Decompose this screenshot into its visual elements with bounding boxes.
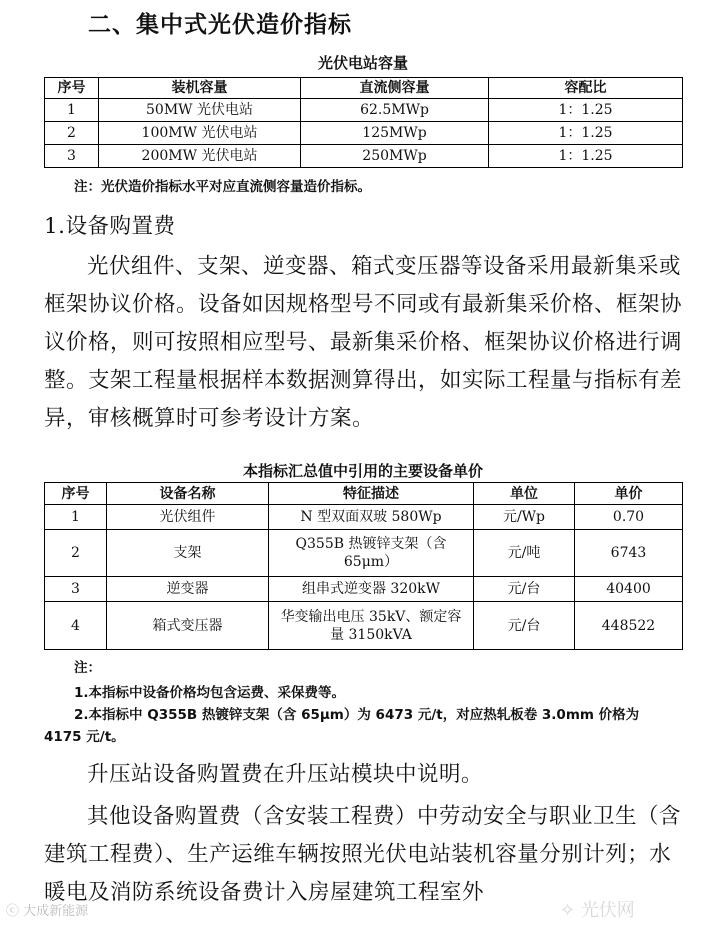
table2-caption: 本指标汇总值中引用的主要设备单价 bbox=[242, 462, 483, 480]
table2-header: 设备名称 bbox=[107, 483, 269, 505]
equipment-price-table bbox=[44, 482, 683, 650]
table-cell: 1 bbox=[45, 99, 99, 122]
watermark-right-text: 光伏网 bbox=[580, 900, 635, 921]
table-cell: 3 bbox=[45, 145, 99, 168]
table-cell: 62.5MWp bbox=[301, 99, 489, 122]
table1-header: 序号 bbox=[45, 78, 99, 99]
table2-header: 单位 bbox=[474, 483, 575, 505]
watermark-logo-icon: ⓒ bbox=[6, 904, 24, 919]
body-paragraph: 光伏组件、支架、逆变器、箱式变压器等设备采用最新集采或框架协议价格。设备如因规格型号不同或有最新集采价格、框架协议价格，则可按照相应型号、最新集采价格、框架协议价格进行调整。支架工程量根据样本数据测算得出，如实际工程量与指标有差异，审核概算时可参考设计方案。 bbox=[44, 254, 683, 431]
table1-header: 直流侧容量 bbox=[301, 78, 489, 99]
table-cell: 3 bbox=[45, 577, 107, 602]
table2-header: 特征描述 bbox=[269, 483, 474, 505]
table-cell: Q355B 热镀锌支架（含 65μm） bbox=[269, 530, 474, 577]
table1-header-row bbox=[45, 78, 683, 99]
table1-header: 装机容量 bbox=[99, 78, 301, 99]
table2-note-label: 注： bbox=[74, 660, 101, 676]
table-row bbox=[45, 577, 683, 602]
table-row bbox=[45, 145, 683, 168]
table-cell: 448522 bbox=[575, 602, 683, 650]
table-cell: 元/台 bbox=[474, 577, 575, 602]
table-cell: 250MWp bbox=[301, 145, 489, 168]
section-title: 1.设备购置费 bbox=[44, 214, 176, 239]
table-row bbox=[45, 122, 683, 145]
capacity-table bbox=[44, 77, 683, 168]
table-cell: 箱式变压器 bbox=[107, 602, 269, 650]
table-cell: 2 bbox=[45, 530, 107, 577]
table-cell: 125MWp bbox=[301, 122, 489, 145]
table-cell: 6743 bbox=[575, 530, 683, 577]
table2-header: 序号 bbox=[45, 483, 107, 505]
table-cell: 200MW 光伏电站 bbox=[99, 145, 301, 168]
table2-header-row bbox=[45, 483, 683, 505]
watermark-right bbox=[560, 896, 635, 922]
table-cell: N 型双面双玻 580Wp bbox=[269, 505, 474, 530]
table-row bbox=[45, 602, 683, 650]
body-paragraph: 其他设备购置费（含安装工程费）中劳动安全与职业卫生（含建筑工程费）、生产运维车辆按照光伏电站装机容量分别计列；水暖电及消防系统设备费计入房屋建筑工程室外 bbox=[44, 804, 682, 905]
table-cell: 元/吨 bbox=[474, 530, 575, 577]
table-cell: 逆变器 bbox=[107, 577, 269, 602]
table-cell: 0.70 bbox=[575, 505, 683, 530]
table-cell: 1：1.25 bbox=[489, 122, 683, 145]
table-row bbox=[45, 530, 683, 577]
table-cell: 组串式逆变器 320kW bbox=[269, 577, 474, 602]
table-cell: 元/Wp bbox=[474, 505, 575, 530]
table-cell: 40400 bbox=[575, 577, 683, 602]
table1-note: 注：光伏造价指标水平对应直流侧容量造价指标。 bbox=[74, 179, 371, 195]
table-cell: 支架 bbox=[107, 530, 269, 577]
table1-header: 容配比 bbox=[489, 78, 683, 99]
watermark-left bbox=[6, 900, 88, 919]
table-cell: 2 bbox=[45, 122, 99, 145]
table-cell: 1：1.25 bbox=[489, 145, 683, 168]
table2-header: 单价 bbox=[575, 483, 683, 505]
table1-caption: 光伏电站容量 bbox=[317, 54, 408, 72]
watermark-left-text: 大成新能源 bbox=[23, 904, 89, 919]
table-cell: 4 bbox=[45, 602, 107, 650]
body-paragraph: 升压站设备购置费在升压站模块中说明。 bbox=[87, 762, 484, 787]
section-heading: 二、集中式光伏造价指标 bbox=[88, 12, 352, 38]
table-cell: 华变输出电压 35kV、额定容量 3150kVA bbox=[269, 602, 474, 650]
table-cell: 50MW 光伏电站 bbox=[99, 99, 301, 122]
table2-note-1: 1.本指标中设备价格均包含运费、采保费等。 bbox=[74, 685, 346, 701]
table-cell: 1 bbox=[45, 505, 107, 530]
table-cell: 1：1.25 bbox=[489, 99, 683, 122]
table2-note-2: 2.本指标中 Q355B 热镀锌支架（含 65μm）为 6473 元/t，对应热轧板卷 3.0mm 价格为 4175 元/t。 bbox=[44, 707, 640, 745]
watermark-fish-icon: ✧ bbox=[560, 900, 581, 921]
table-cell: 100MW 光伏电站 bbox=[99, 122, 301, 145]
table-cell: 光伏组件 bbox=[107, 505, 269, 530]
table-row bbox=[45, 99, 683, 122]
table-cell: 元/台 bbox=[474, 602, 575, 650]
table-row bbox=[45, 505, 683, 530]
